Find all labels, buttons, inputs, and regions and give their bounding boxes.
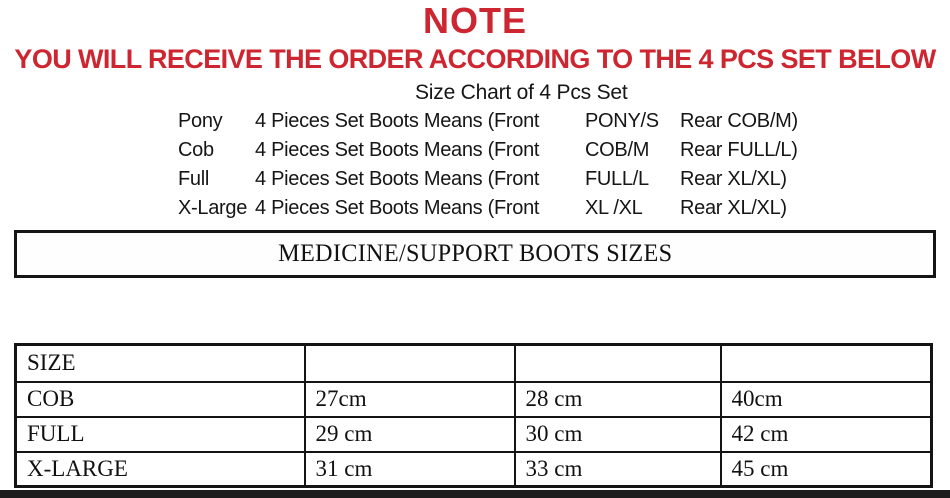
set-rear-size: Rear XL/XL) [680, 168, 787, 190]
note-subtitle: YOU WILL RECEIVE THE ORDER ACCORDING TO THE 4 PCS SET BELOW [14, 44, 936, 74]
size-table-header-cell [305, 345, 515, 382]
measurement-cell: 29 cm [305, 417, 515, 452]
table-row-cob [16, 382, 932, 417]
measurement-cell: 40cm [721, 382, 932, 417]
set-front-size: PONY/S [585, 110, 659, 132]
size-table-header-cell [721, 345, 932, 382]
set-desc: 4 Pieces Set Boots Means (Front [255, 197, 540, 219]
table-row-full [16, 417, 932, 452]
set-rear-size: Rear XL/XL) [680, 197, 787, 219]
bottom-bar [0, 490, 950, 498]
boots-sizes-box [14, 230, 936, 278]
set-desc: 4 Pieces Set Boots Means (Front [255, 168, 540, 190]
measurement-cell: 30 cm [515, 417, 721, 452]
set-name: Full [178, 168, 210, 190]
size-table-header-cell [515, 345, 721, 382]
set-row-pony [178, 107, 798, 136]
measurement-cell: 42 cm [721, 417, 932, 452]
note-title: NOTE [422, 0, 527, 41]
table-row-x-large [16, 452, 932, 487]
set-desc: 4 Pieces Set Boots Means (Front [255, 139, 540, 161]
boots-sizes-title: MEDICINE/SUPPORT BOOTS SIZES [277, 240, 673, 267]
set-front-size: COB/M [585, 139, 650, 161]
measurement-cell: 31 cm [305, 452, 515, 487]
sets-list [178, 107, 798, 223]
measurement-cell: 28 cm [515, 382, 721, 417]
set-front-size: FULL/L [585, 168, 649, 190]
size-table-header-row [16, 345, 932, 382]
set-row-cob [178, 136, 798, 165]
measurement-cell: 45 cm [721, 452, 932, 487]
set-front-size: XL /XL [585, 197, 643, 219]
measurement-cell: 27cm [305, 382, 515, 417]
set-row-full [178, 165, 798, 194]
size-label-cell: COB [16, 382, 305, 417]
set-desc: 4 Pieces Set Boots Means (Front [255, 110, 540, 132]
size-table [14, 343, 933, 488]
set-rear-size: Rear FULL/L) [680, 139, 798, 161]
size-chart-heading: Size Chart of 4 Pcs Set [415, 81, 628, 104]
size-table-header-cell: SIZE [16, 345, 305, 382]
set-name: Cob [178, 139, 214, 161]
measurement-cell: 33 cm [515, 452, 721, 487]
set-rear-size: Rear COB/M) [680, 110, 798, 132]
set-row-x-large [178, 194, 798, 223]
size-label-cell: X-LARGE [16, 452, 305, 487]
set-name: Pony [178, 110, 223, 132]
size-label-cell: FULL [16, 417, 305, 452]
set-name: X-Large [178, 197, 248, 219]
